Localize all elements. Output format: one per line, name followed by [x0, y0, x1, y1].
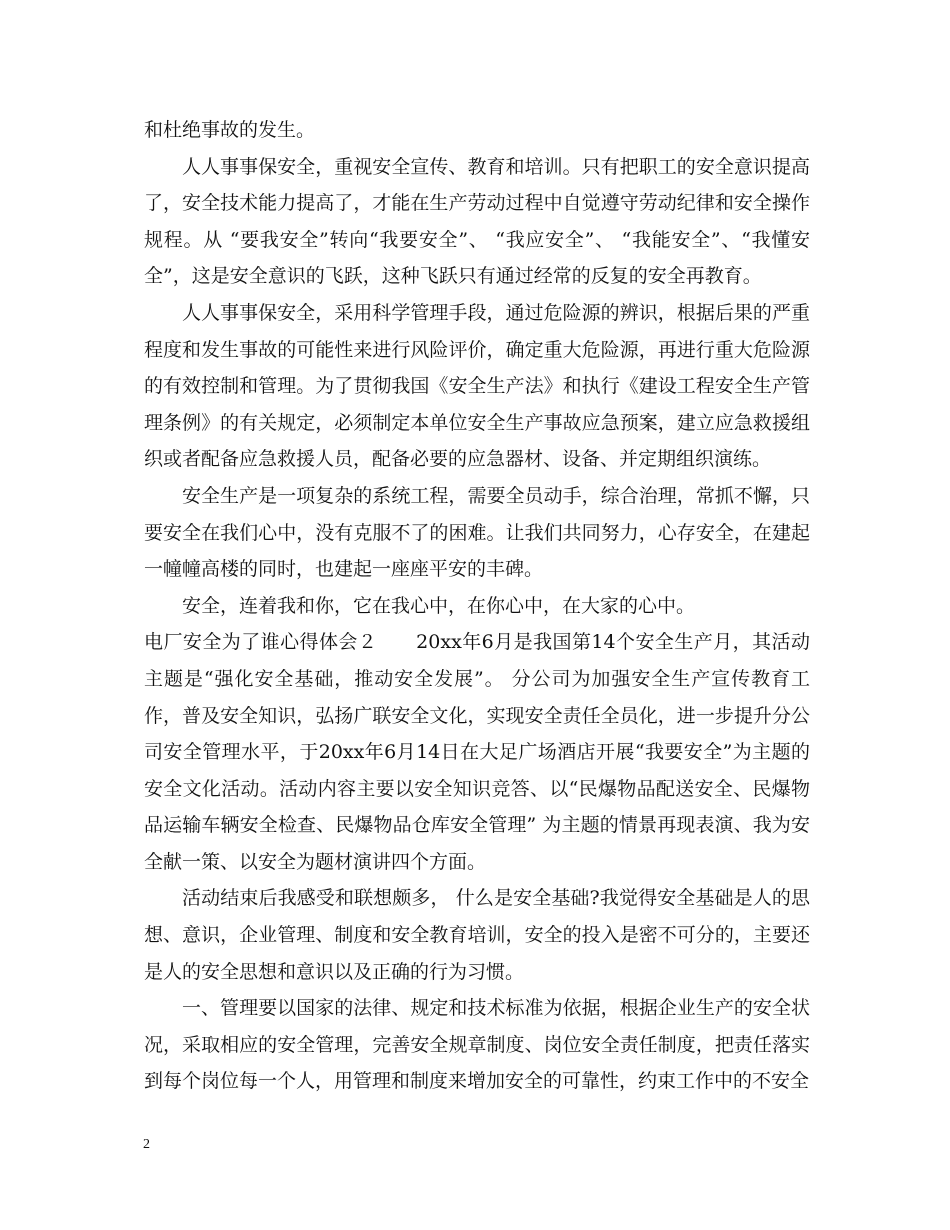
paragraph: 人人事事保安全，采用科学管理手段，通过危险源的辨识，根据后果的严重程度和发生事故的可能性来进行风险评价，确定重大危险源，再进行重大危险源的有效控制和管理。为了贯彻我国《安全生产法》和执行《建设工程安全生产管理条例》的有关规定，必须制定本单位安全生产事故应急预案，建立应急救援组织或者配备应急救援人员，配备必要的应急器材、设备、并定期组织演练。	[144, 301, 810, 471]
paragraph: 安全，连着我和你，它在我心中，在你心中，在大家的心中。	[182, 594, 696, 617]
paragraph: 活动结束后我感受和联想颇多， 什么是安全基础?我觉得安全基础是人的思想、意识，企业管理、制度和安全教育培训，安全的投入是密不可分的，主要还是人的安全思想和意识以及正确的行为习惯。	[144, 887, 810, 983]
page-number: 2	[143, 1137, 150, 1152]
body-text	[144, 112, 810, 1100]
paragraph: 和杜绝事故的发生。	[144, 119, 316, 141]
paragraph: 人人事事保安全，重视安全宣传、教育和培训。只有把职工的安全意识提高了，安全技术能力提高了，才能在生产劳动过程中自觉遵守劳动纪律和安全操作规程。从 “要我安全”转向“我要安全”、 “我应安全”、 “我能安全”、“我懂安全”，这是安全意识的飞跃，这种飞跃只有通过经常的反复的安全再教育。	[144, 155, 810, 288]
paragraph: 安全生产是一项复杂的系统工程，需要全员动手，综合治理，常抓不懈，只要安全在我们心中，没有克服不了的困难。让我们共同努力，心存安全，在建起一幢幢高楼的同时，也建起一座座平安的丰碑。	[144, 484, 810, 581]
paragraph: 一、管理要以国家的法律、规定和技术标准为依据，根据企业生产的安全状况，采取相应的安全管理，完善安全规章制度、岗位安全责任制度，把责任落实到每个岗位每一个人，用管理和制度来增加安全的可靠性，约束工作中的不安全	[144, 997, 810, 1093]
paragraph: 电厂安全为了谁心得体会２ 20xx年6月是我国第14个安全生产月，其活动主题是“强化安全基础，推动安全发展”。 分公司为加强安全生产宣传教育工作，普及安全知识，弘扬广联安全文化，实现安全责任全员化，进一步提升分公司安全管理水平，于20xx年6月14日在大足广场酒店开展“我要安全”为主题的安全文化活动。活动内容主要以安全知识竞答、以“民爆物品配送安全、民爆物品运输车辆安全检查、民爆物品仓库安全管理” 为主题的情景再现表演、我为安全献一策、以安全为题材演讲四个方面。	[144, 631, 810, 873]
